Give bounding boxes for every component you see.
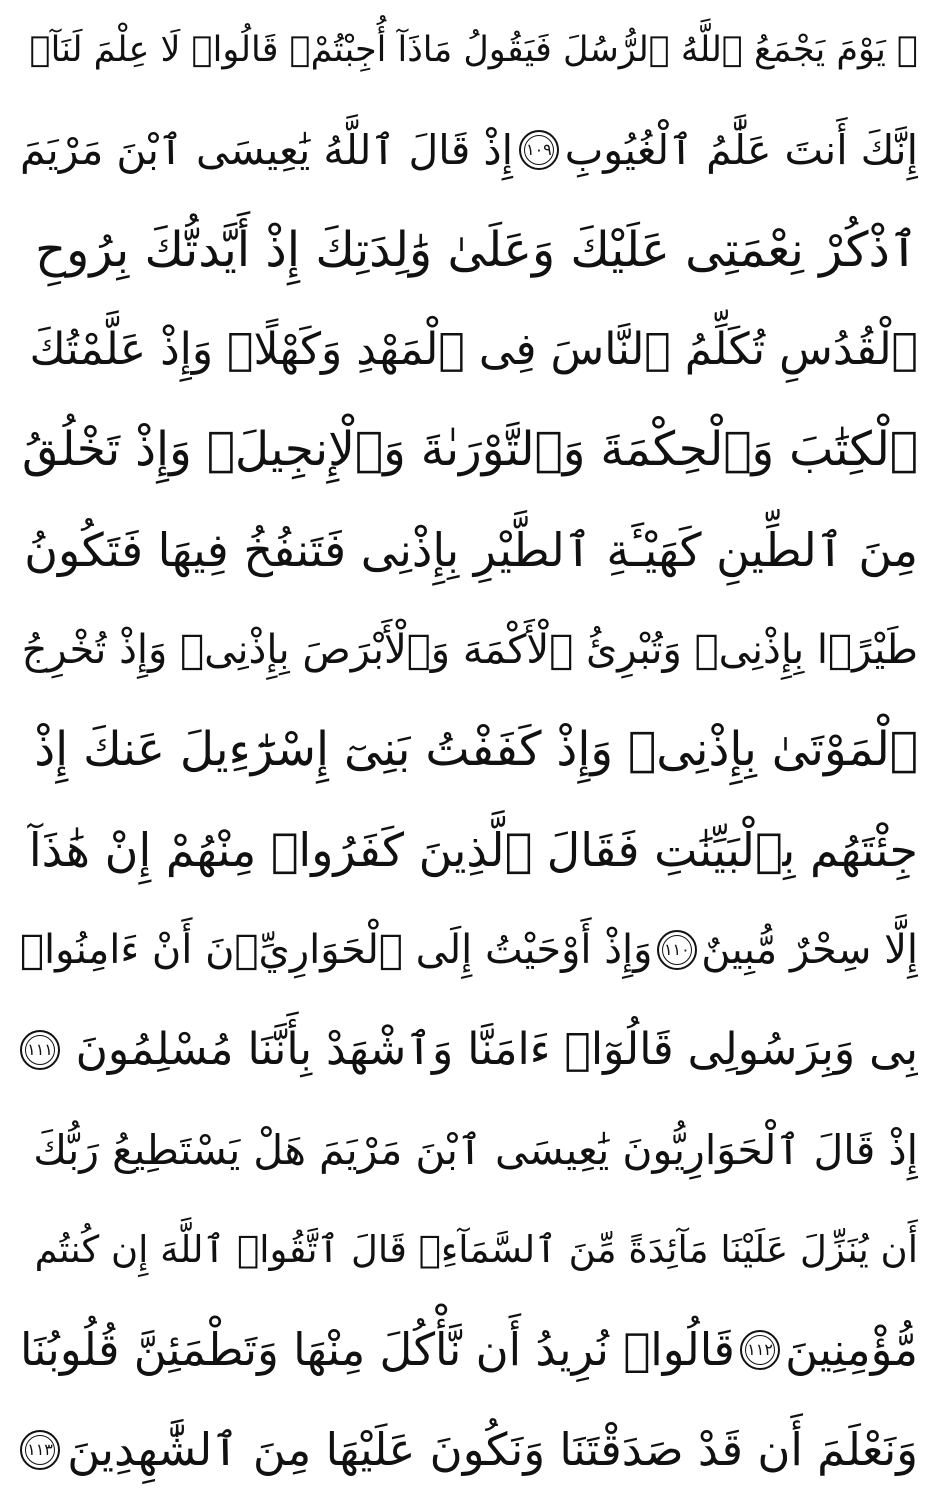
verse-text: طَيْرًۢا بِإِذْنِىۖ وَتُبْرِئُ ٱلْأَكْمَهَ وَٱلْأَبْرَصَ بِإِذْنِىۖ وَإِذْ تُخْرِجُ: [21, 627, 918, 673]
verse-line: [20, 1300, 918, 1400]
verse-line: [20, 0, 918, 100]
verse-text: ۞ يَوْمَ يَجْمَعُ ٱللَّهُ ٱلرُّسُلَ فَيَقُولُ مَاذَآ أُجِبْتُمْۖ قَالُوا۟ لَا عِلْمَ لَنَآۖ: [29, 30, 918, 70]
verse-text: ٱلْمَوْتَىٰ بِإِذْنِىۖ وَإِذْ كَفَفْتُ بَنِىٓ إِسْرَٰٓءِيلَ عَنكَ إِذْ: [34, 722, 918, 777]
verse-line: [20, 300, 918, 400]
ayah-number: ١١٢: [747, 1340, 773, 1359]
verse-line: [20, 600, 918, 700]
ayah-number-marker: [20, 1430, 60, 1470]
ayah-number: ١١٠: [663, 940, 690, 959]
verse-text: ٱلْكِتَٰبَ وَٱلْحِكْمَةَ وَٱلتَّوْرَىٰةَ وَٱلْإِنجِيلَۖ وَإِذْ تَخْلُقُ: [21, 422, 918, 477]
verse-text: ٱلْقُدُسِ تُكَلِّمُ ٱلنَّاسَ فِى ٱلْمَهْدِ وَكَهْلًاۖ وَإِذْ عَلَّمْتُكَ: [29, 324, 918, 375]
verse-line: [20, 800, 918, 900]
verse-line: [20, 1400, 918, 1500]
verse-text: إِلَّا سِحْرٌ مُّبِينٌ: [701, 927, 918, 973]
verse-text: بِى وَبِرَسُولِى قَالُوٓا۟ ءَامَنَّا وَٱشْهَدْ بِأَنَّنَا مُسْلِمُونَ: [75, 1024, 918, 1075]
verse-text: مُّؤْمِنِينَ: [785, 1323, 918, 1376]
verse-text: وَإِذْ أَوْحَيْتُ إِلَى ٱلْحَوَارِيِّۦنَ أَنْ ءَامِنُوا۟: [20, 927, 653, 973]
verse-line: [20, 500, 918, 600]
verse-text: إِذْ قَالَ ٱللَّهُ يَٰعِيسَى ٱبْنَ مَرْيَمَ: [20, 126, 514, 174]
verse-line: [20, 200, 918, 300]
ayah-number-marker: [657, 930, 697, 970]
verse-line: [20, 400, 918, 500]
verse-text: أَن يُنَزِّلَ عَلَيْنَا مَآئِدَةً مِّنَ ٱلسَّمَآءِۖ قَالَ ٱتَّقُوا۟ ٱللَّهَ إِن كُنتُم: [34, 1228, 918, 1271]
verse-line: [20, 700, 918, 800]
verse-line: [20, 900, 918, 1000]
ayah-number: ١١١: [27, 1040, 53, 1059]
verse-text: قَالُوا۟ نُرِيدُ أَن نَّأْكُلَ مِنْهَا وَتَطْمَئِنَّ قُلُوبُنَا: [20, 1323, 735, 1376]
verse-line: [20, 1000, 918, 1100]
verse-text: إِذْ قَالَ ٱلْحَوَارِيُّونَ يَٰعِيسَى ٱبْنَ مَرْيَمَ هَلْ يَسْتَطِيعُ رَبُّكَ: [33, 1126, 918, 1174]
verse-text: جِئْتَهُم بِٱلْبَيِّنَٰتِ فَقَالَ ٱلَّذِينَ كَفَرُوا۟ مِنْهُمْ إِنْ هَٰذَآ: [28, 823, 918, 877]
verse-line: [20, 100, 918, 200]
ayah-number: ١٠٩: [525, 140, 552, 159]
verse-line: [20, 1100, 918, 1200]
verse-text: إِنَّكَ أَنتَ عَلَّٰمُ ٱلْغُيُوبِ: [564, 126, 918, 174]
verse-text: مِنَ ٱلطِّينِ كَهَيْـَٔةِ ٱلطَّيْرِ بِإِذْنِى فَتَنفُخُ فِيهَا فَتَكُونُ: [24, 523, 918, 577]
verse-line: [20, 1200, 918, 1300]
ayah-number-marker: [519, 130, 559, 170]
verse-text: وَنَعْلَمَ أَن قَدْ صَدَقْتَنَا وَنَكُونَ عَلَيْهَا مِنَ ٱلشَّٰهِدِينَ: [67, 1423, 918, 1476]
ayah-number: ١١٣: [27, 1440, 53, 1459]
ayah-number-marker: [20, 1030, 60, 1070]
verse-text: ٱذْكُرْ نِعْمَتِى عَلَيْكَ وَعَلَىٰ وَٰلِدَتِكَ إِذْ أَيَّدتُّكَ بِرُوحِ: [35, 222, 918, 278]
quran-text-block: [20, 0, 918, 1512]
ayah-number-marker: [740, 1330, 780, 1370]
